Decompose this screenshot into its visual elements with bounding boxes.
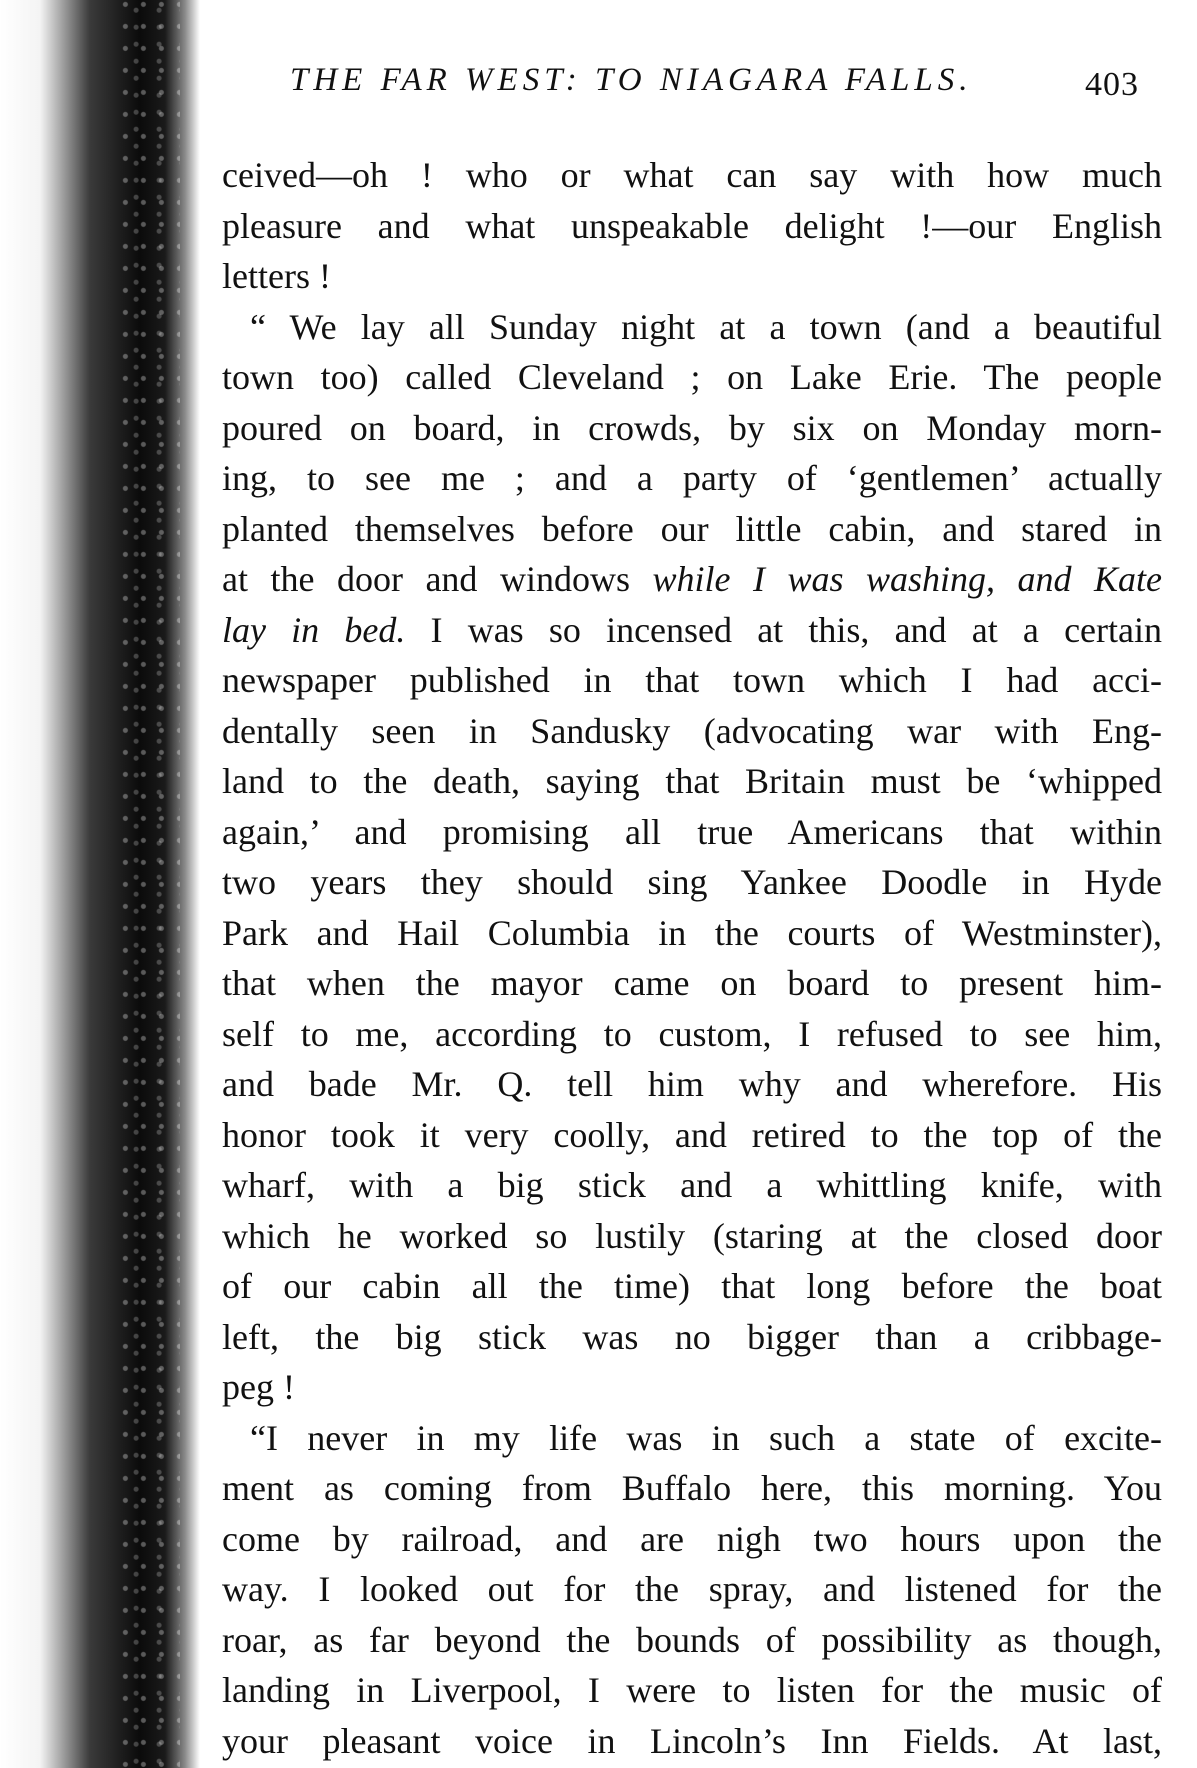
text-line: planted themselves before our little cabin, and stared in: [222, 508, 1162, 549]
text-segment: I was so incensed at this, and at a certain: [405, 609, 1162, 650]
text-line: two years they should sing Yankee Doodle in Hyde: [222, 862, 1162, 902]
text-line: left, the big stick was no bigger than a cribbage-: [222, 1316, 1162, 1357]
text-line: that when the mayor came on board to present him-: [222, 963, 1162, 1003]
text-line: peg !: [222, 1367, 295, 1407]
text-line: dentally seen in Sandusky (advocating war with Eng-: [222, 710, 1162, 751]
text-line: “ We lay all Sunday night at a town (and a beautiful: [250, 306, 1162, 347]
text-line: which he worked so lustily (staring at the closed door: [222, 1215, 1162, 1256]
running-title: THE FAR WEST: TO NIAGARA FALLS.: [290, 62, 973, 98]
text-line: poured on board, in crowds, by six on Monday morn-: [222, 407, 1162, 448]
text-line: self to me, according to custom, I refused to see him,: [222, 1013, 1162, 1054]
text-line: ment as coming from Buffalo here, this morning. You: [222, 1468, 1162, 1508]
text-line: honor took it very coolly, and retired to the top of the: [222, 1114, 1162, 1155]
text-line: again,’ and promising all true Americans that within: [222, 811, 1162, 852]
italic-segment: lay in bed.: [222, 609, 406, 650]
text-line: roar, as far beyond the bounds of possibility as though,: [222, 1619, 1162, 1660]
text-line: town too) called Cleveland ; on Lake Erie. The people: [222, 357, 1162, 397]
text-line: way. I looked out for the spray, and listened for the: [222, 1569, 1162, 1609]
text-line: newspaper published in that town which I had acci-: [222, 660, 1162, 700]
text-line: of our cabin all the time) that long before the boat: [222, 1266, 1162, 1306]
text-line: ceived—oh ! who or what can say with how much: [222, 155, 1162, 195]
body-text: [222, 150, 1162, 1766]
text-line: wharf, with a big stick and a whittling knife, with: [222, 1165, 1162, 1205]
text-line: your pleasant voice in Lincoln’s Inn Fields. At last,: [222, 1720, 1162, 1761]
text-segment: at the door and windows: [222, 559, 653, 599]
text-line: Park and Hail Columbia in the courts of Westminster),: [222, 912, 1162, 953]
running-head: [290, 62, 1160, 122]
binding-gutter-texture: [120, 0, 180, 1768]
italic-segment: while I was washing, and Kate: [652, 559, 1162, 599]
text-line: letters !: [222, 256, 331, 296]
text-line-mixed: [222, 554, 1162, 605]
text-line: ing, to see me ; and a party of ‘gentlemen’ actually: [222, 458, 1162, 498]
text-line-mixed: [222, 605, 1162, 656]
text-line: “I never in my life was in such a state of excite-: [250, 1417, 1162, 1458]
page-number: 403: [1085, 66, 1139, 103]
text-line: and bade Mr. Q. tell him why and wherefore. His: [222, 1064, 1162, 1104]
text-line: come by railroad, and are nigh two hours upon the: [222, 1518, 1162, 1559]
text-line: land to the death, saying that Britain must be ‘whipped: [222, 761, 1162, 801]
text-line: landing in Liverpool, I were to listen for the music of: [222, 1670, 1162, 1710]
text-line: pleasure and what unspeakable delight !—our English: [222, 205, 1162, 246]
